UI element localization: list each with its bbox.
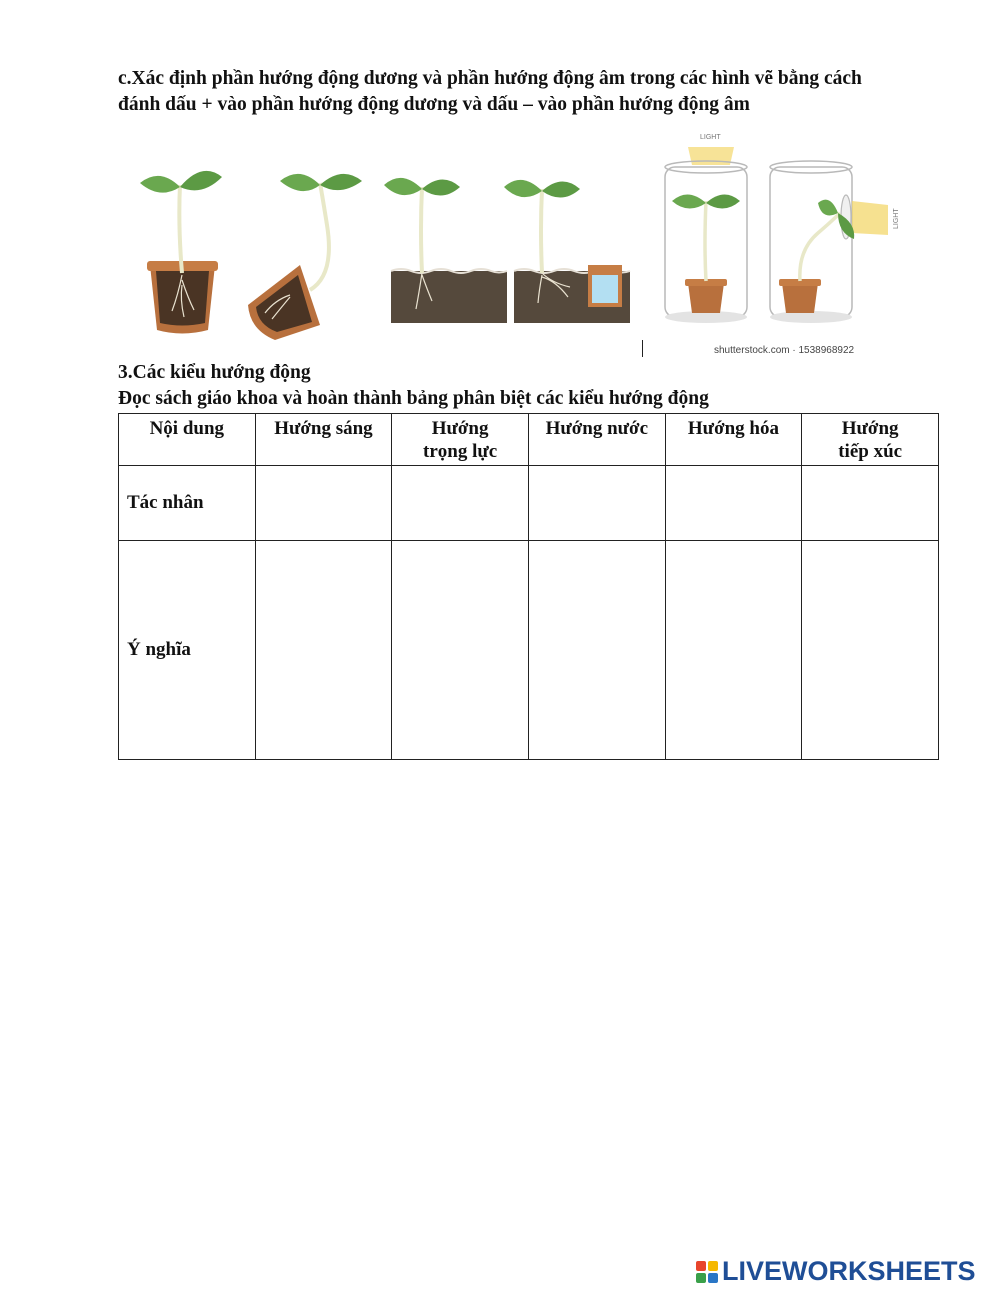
- header-text: Hướng hóa: [687, 418, 779, 439]
- tropism-illustration: [130, 125, 930, 365]
- answer-cell[interactable]: [392, 466, 529, 541]
- header-cell: [119, 414, 256, 466]
- logo-block: [696, 1273, 706, 1283]
- liveworksheets-logo: [696, 1256, 976, 1287]
- plant-cylinder-light-side: [770, 161, 900, 323]
- logo-block: [708, 1273, 718, 1283]
- header-text: Hướng sáng: [274, 418, 373, 439]
- logo-block: [708, 1261, 718, 1271]
- plant-soil: [384, 178, 507, 323]
- answer-cell[interactable]: [665, 541, 802, 760]
- header-text: Hướng: [841, 418, 899, 439]
- plant-cylinder-light-top: [665, 134, 747, 323]
- plant-soil-water: [504, 180, 630, 323]
- header-cell: [255, 414, 392, 466]
- answer-cell[interactable]: [665, 466, 802, 541]
- answer-cell[interactable]: [802, 466, 939, 541]
- answer-cell[interactable]: [528, 541, 665, 760]
- table-row: [119, 466, 939, 541]
- logo-text: LIVEWORKSHEETS: [722, 1256, 976, 1286]
- header-text: Hướng nước: [545, 418, 649, 439]
- image-credit: shutterstock.com · 1538968922: [714, 345, 855, 356]
- answer-cell[interactable]: [255, 541, 392, 760]
- row-label: Tác nhân: [119, 466, 256, 541]
- answer-cell[interactable]: [255, 466, 392, 541]
- header-cell: [802, 414, 939, 466]
- tropism-table: [118, 413, 939, 760]
- header-cell: [528, 414, 665, 466]
- header-text-2: trọng lực: [423, 441, 498, 462]
- heading-line-1: c.Xác định phần hướng động dương và phần hướng động âm trong các hình vẽ bằng cách: [118, 68, 862, 89]
- heading-line-2: đánh dấu + vào phần hướng động dương và dấu – vào phần hướng động âm: [118, 94, 750, 115]
- header-text: Hướng: [431, 418, 489, 439]
- answer-cell[interactable]: [392, 541, 529, 760]
- credit-divider: [642, 340, 643, 357]
- table-row: [119, 541, 939, 760]
- logo-mark: [696, 1261, 718, 1283]
- section-title: 3.Các kiểu hướng động: [118, 362, 311, 383]
- light-label-side: LIGHT: [893, 208, 900, 229]
- row-label: Ý nghĩa: [119, 541, 256, 760]
- answer-cell[interactable]: [802, 541, 939, 760]
- table-header-row: [119, 414, 939, 466]
- header-text: Nội dung: [149, 418, 225, 439]
- section-instruction: Đọc sách giáo khoa và hoàn thành bảng phân biệt các kiểu hướng động: [118, 388, 709, 409]
- plant-pot-upright: [140, 171, 222, 334]
- activity-heading: [118, 66, 948, 118]
- answer-cell[interactable]: [528, 466, 665, 541]
- light-label-top: LIGHT: [700, 134, 721, 141]
- plant-pot-tipped: [248, 174, 362, 340]
- header-cell: [665, 414, 802, 466]
- header-text-2: tiếp xúc: [838, 441, 903, 462]
- logo-block: [696, 1261, 706, 1271]
- header-cell: [392, 414, 529, 466]
